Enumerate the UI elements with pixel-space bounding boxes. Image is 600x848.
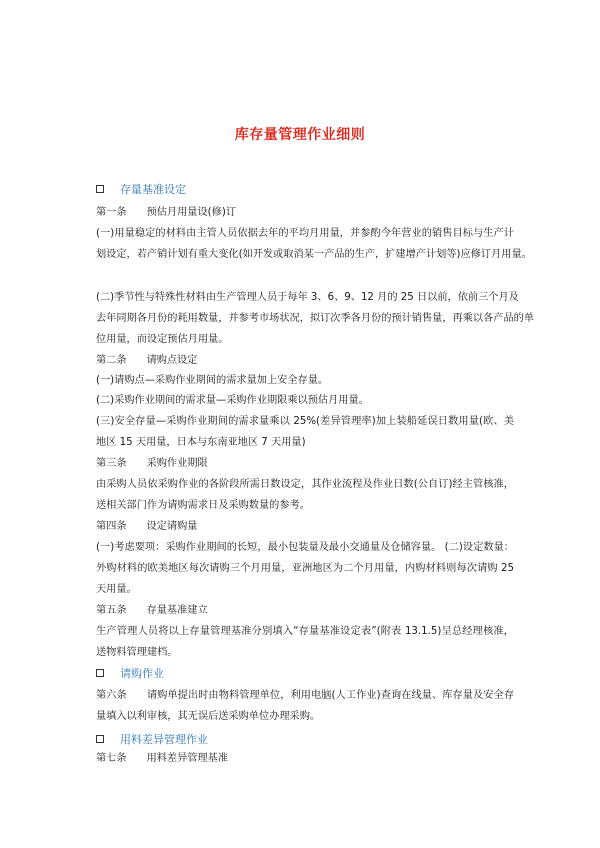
paragraph-line: (一)请购点—采购作业期间的需求量加上安全存量。 <box>96 375 329 386</box>
article-number: 第三条 <box>96 458 127 469</box>
checkbox-bullet-icon <box>96 185 104 193</box>
article-number: 第六条 <box>96 690 127 701</box>
paragraph-line: 天用量。 <box>96 584 137 595</box>
paragraph-line: 地区 15 天用量，日本与东南亚地区 7 天用量) <box>96 437 306 448</box>
paragraph-line: 划设定，若产销计划有重大变化(如开发或取消某一产品的生产，扩建增产计划等)应修订月用量。 <box>96 249 532 260</box>
paragraph-line: 量填入以利审核，其无误后送采购单位办理采购。 <box>96 711 321 722</box>
article-2-heading <box>96 354 514 367</box>
article-4-heading <box>96 520 514 533</box>
section-heading-text: 存量基准设定 <box>120 183 186 196</box>
paragraph-line: (二)季节性与特殊性材料由生产管理人员于每年 3、6、9、12 月的 25 日以前，依前三个月及 <box>96 292 519 303</box>
article-1-heading <box>96 206 514 219</box>
section-heading-text: 用料差异管理作业 <box>120 733 208 746</box>
paragraph-line: 送物料管理建档。 <box>96 647 178 658</box>
article-title: 用料差异管理基准 <box>146 753 229 764</box>
section-heading-material-variance <box>96 731 208 747</box>
paragraph-line: (三)安全存量—采购作业期间的需求量乘以 25%(差异管理率)加上装船延误日数用量(欧、美 <box>96 416 514 427</box>
paragraph-line: 生产管理人员将以上存量管理基准分别填入“存量基准设定表”(附表 13.1.5)呈总经理核准， <box>96 626 514 637</box>
paragraph-line: (一)用量稳定的材料由主管人员依据去年的平均月用量，并参酌今年营业的销售目标与生产计 <box>96 228 514 239</box>
paragraph-line: 由采购人员依采购作业的各阶段所需日数设定，其作业流程及作业日数(公自订)经主管核准， <box>96 479 514 490</box>
article-7-heading <box>96 752 514 765</box>
article-6-line <box>96 689 514 702</box>
article-number: 第五条 <box>96 605 127 616</box>
article-text: 请购单提出时由物料管理单位，利用电脑(人工作业)查询在线量、库存量及安全存 <box>146 690 515 701</box>
paragraph-line: (二)采购作业期间的需求量—采购作业期限乘以预估月用量。 <box>96 395 369 406</box>
article-number: 第四条 <box>96 521 127 532</box>
article-number: 第七条 <box>96 753 127 764</box>
article-5-heading <box>96 604 514 617</box>
section-heading-purchase-request <box>96 665 164 681</box>
article-number: 第二条 <box>96 355 127 366</box>
paragraph-line: 去年同期各月份的耗用数量，并参考市场状况，拟订次季各月份的预计销售量，再乘以各产品的单 <box>96 313 535 324</box>
section-heading-inventory-baseline <box>96 181 186 197</box>
paragraph-line: (一)考虑要项：采购作业期间的长短，最小包装量及最小交通量及仓储容量。 (二)设定数量： <box>96 542 514 553</box>
article-title: 采购作业期限 <box>146 458 208 469</box>
article-title: 预估月用量设(修)订 <box>146 207 237 218</box>
article-number: 第一条 <box>96 207 127 218</box>
article-title: 设定请购量 <box>146 521 198 532</box>
article-title: 存量基准建立 <box>146 605 208 616</box>
paragraph-line: 外购材料的欧美地区每次请购三个月用量，亚洲地区为二个月用量，内购材料则每次请购 25 <box>96 563 514 574</box>
checkbox-bullet-icon <box>96 735 104 743</box>
section-heading-text: 请购作业 <box>120 667 164 680</box>
document-title: 库存量管理作业细则 <box>234 127 366 143</box>
article-3-heading <box>96 457 514 470</box>
paragraph-line: 位用量，而设定预估月用量。 <box>96 334 229 345</box>
paragraph-line: 送相关部门作为请购需求日及采购数量的参考。 <box>96 500 310 511</box>
checkbox-bullet-icon <box>96 669 104 677</box>
article-title: 请购点设定 <box>146 355 198 366</box>
